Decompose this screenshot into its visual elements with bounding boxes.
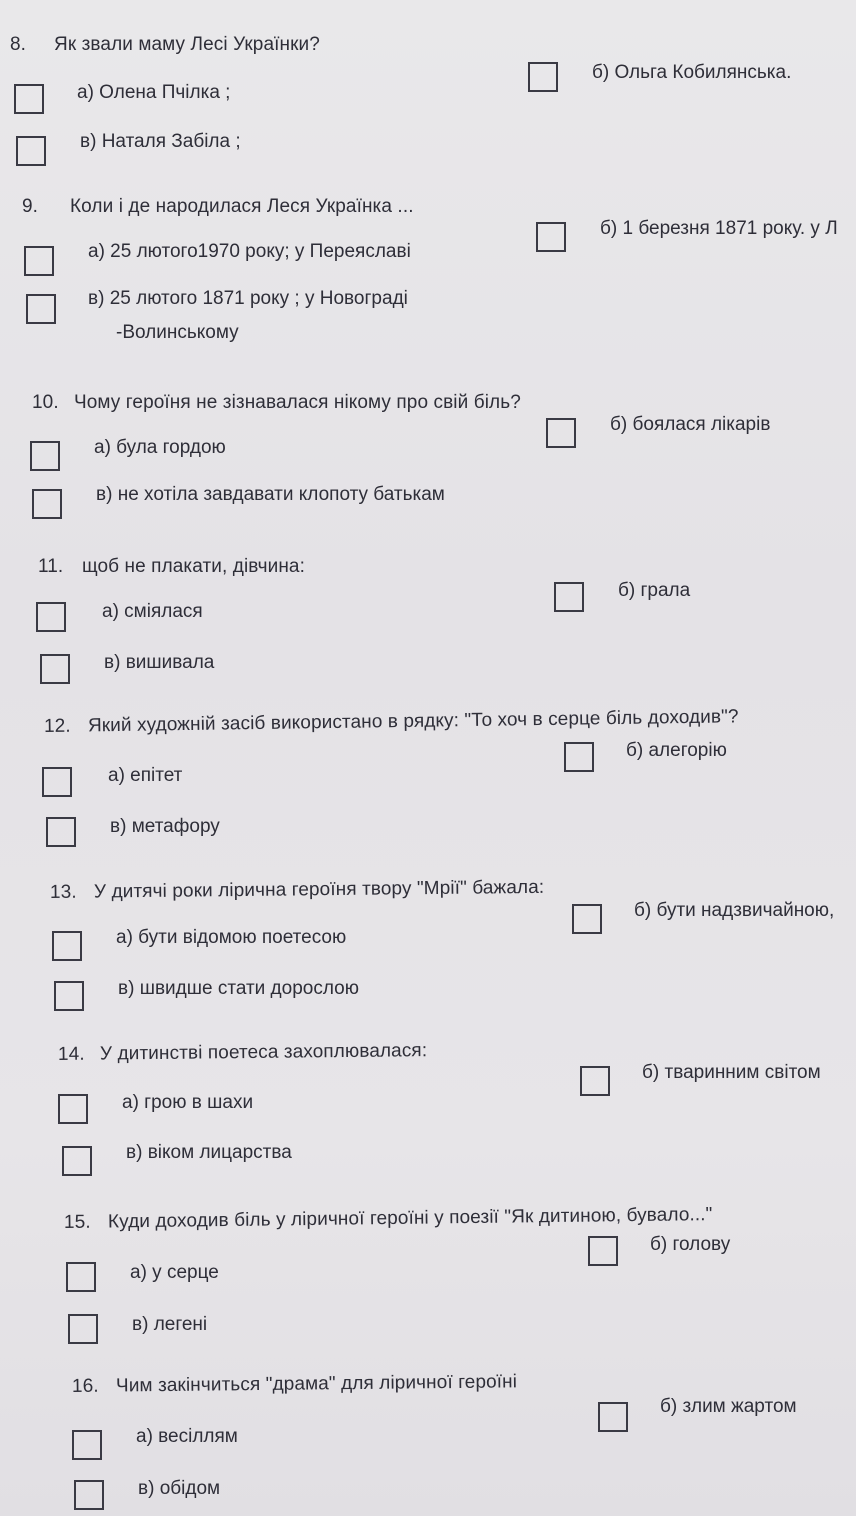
answer-checkbox-a[interactable] [24,246,54,276]
option-a-label: а) епітет [108,765,183,786]
question-number: 10. [32,392,59,413]
answer-checkbox-v[interactable] [16,136,46,166]
question-text [58,1040,427,1066]
option-b-label: б) Ольга Кобилянська. [592,62,792,83]
option-a-label: а) сміялася [102,601,203,622]
option-v-label: в) швидше стати дорослою [118,978,359,999]
option-a-label: а) весіллям [136,1426,238,1447]
question-label: Чому героїня не зізнавалася нікому про свій біль? [74,392,521,413]
question-label: щоб не плакати, дівчина: [82,556,305,577]
option-v-label: в) Наталя Забіла ; [80,131,241,152]
option-b-label: б) алегорію [626,740,727,761]
question-number: 11. [38,556,64,577]
answer-checkbox-v[interactable] [54,981,84,1011]
answer-checkbox-b[interactable] [580,1066,610,1096]
option-v-label: в) легені [132,1314,208,1335]
answer-checkbox-a[interactable] [36,602,66,632]
answer-checkbox-v[interactable] [68,1314,98,1344]
option-b-label: б) голову [650,1234,731,1255]
option-a-label: а) була гордою [94,437,226,458]
option-a-label: а) грою в шахи [122,1092,254,1113]
question-text [38,556,305,578]
answer-checkbox-a[interactable] [66,1262,96,1292]
option-v-label: в) обідом [138,1478,221,1499]
answer-checkbox-b[interactable] [554,582,584,612]
option-v-label: в) вишивала [104,652,215,673]
question-text [22,196,414,218]
answer-checkbox-a[interactable] [42,767,72,797]
answer-checkbox-a[interactable] [58,1094,88,1124]
question-label: Коли і де народилася Леся Українка ... [70,196,414,217]
option-b-label: б) боялася лікарів [610,414,771,435]
answer-checkbox-a[interactable] [72,1430,102,1460]
question-number: 13. [49,881,77,903]
question-number: 15. [63,1211,91,1233]
question-text [50,877,544,904]
option-a-label: а) бути відомою поетесою [116,927,347,948]
question-label: Чим закінчиться "драма" для ліричної героїні [115,1371,518,1397]
option-v-label-cont: -Волинському [116,322,239,343]
option-b-label: б) злим жартом [660,1396,797,1417]
question-text [10,34,320,56]
option-v-label: в) віком лицарства [126,1142,292,1163]
answer-checkbox-v[interactable] [40,654,70,684]
option-v-label: в) не хотіла завдавати клопоту батькам [96,484,445,505]
question-label: У дитинстві поетеса захоплювалася: [99,1040,428,1065]
answer-checkbox-b[interactable] [564,742,594,772]
question-number: 12. [43,715,71,737]
answer-checkbox-b[interactable] [546,418,576,448]
answer-checkbox-b[interactable] [588,1236,618,1266]
question-label: Як звали маму Лесі Українки? [54,34,320,55]
question-label: У дитячі роки лірична героїня твору "Мрії" бажала: [93,876,545,903]
answer-checkbox-a[interactable] [14,84,44,114]
answer-checkbox-b[interactable] [598,1402,628,1432]
option-v-label: в) 25 лютого 1871 року ; у Новограді [88,288,408,309]
question-text [44,706,739,738]
question-number: 9. [22,196,39,217]
option-b-label: б) бути надзвичайною, [634,900,835,921]
question-text [32,392,521,414]
answer-checkbox-a[interactable] [52,931,82,961]
question-text [64,1204,713,1234]
option-b-label: б) грала [618,580,691,601]
question-text [72,1371,517,1398]
question-label: Який художній засіб використано в рядку: "То хоч в серце біль доходив"? [87,706,739,737]
question-number: 14. [57,1043,85,1065]
question-label: Куди доходив біль у ліричної героїні у поезії "Як дитиною, бувало..." [107,1204,713,1233]
answer-checkbox-a[interactable] [30,441,60,471]
option-b-label: б) тваринним світом [642,1062,821,1083]
answer-checkbox-v[interactable] [46,817,76,847]
option-v-label: в) метафору [110,816,220,837]
answer-checkbox-v[interactable] [26,294,56,324]
option-b-label: б) 1 березня 1871 року. у Л [600,218,838,239]
answer-checkbox-v[interactable] [62,1146,92,1176]
option-a-label: а) 25 лютого1970 року; у Переяславі [88,241,411,262]
question-number: 8. [10,34,27,55]
answer-checkbox-v[interactable] [32,489,62,519]
answer-checkbox-b[interactable] [536,222,566,252]
option-a-label: а) у серце [130,1262,219,1283]
option-a-label: а) Олена Пчілка ; [77,82,231,103]
answer-checkbox-b[interactable] [572,904,602,934]
question-number: 16. [71,1375,99,1397]
answer-checkbox-b[interactable] [528,62,558,92]
answer-checkbox-v[interactable] [74,1480,104,1510]
